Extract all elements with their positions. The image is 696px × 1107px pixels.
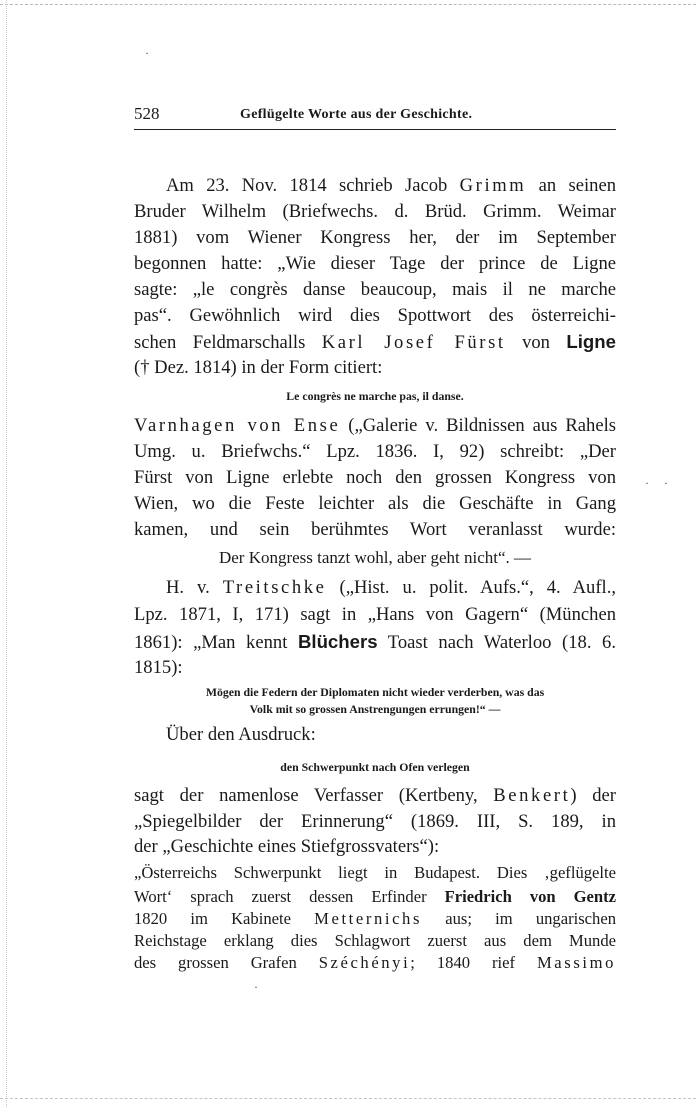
- scan-edge-left: [6, 0, 7, 1107]
- text-line: Varnhagen von Ense („Galerie v. Bildnissen aus Rahels: [134, 415, 616, 436]
- scan-speck: ·: [145, 46, 149, 60]
- text-line: begonnen hatte: „Wie dieser Tage der prince de Ligne: [134, 253, 616, 274]
- text-line: kamen, und sein berühmtes Wort veranlasst wurde:: [134, 519, 616, 540]
- text-line: sagt der namenlose Verfasser (Kertbeny, Benkert) der: [134, 785, 616, 806]
- text-line: schen Feldmarschalls Karl Josef Fürst von Ligne: [134, 331, 616, 353]
- text-line: 1815):: [134, 657, 183, 678]
- text-line: Über den Ausdruck:: [166, 724, 316, 745]
- text-line: Lpz. 1871, I, 171) sagt in „Hans von Gagern“ (München: [134, 604, 616, 625]
- text-line: des grossen Grafen Széchényi; 1840 rief Massimo: [134, 953, 616, 972]
- text-line: Fürst von Ligne erlebte noch den grossen Kongress von: [134, 467, 616, 488]
- scan-speck: ·: [645, 476, 649, 490]
- page-header: [134, 103, 616, 125]
- text-line: Wien, wo die Feste leichter als die Geschäfte in Gang: [134, 493, 616, 514]
- scan-edge-top: [0, 4, 696, 5]
- text-line: 1881) vom Wiener Kongress her, der im September: [134, 227, 616, 248]
- page-number: 528: [134, 104, 160, 123]
- quote-line: Volk mit so grossen Anstrengungen errungen!“ —: [249, 702, 501, 716]
- text-line: Bruder Wilhelm (Briefwechs. d. Brüd. Grimm. Weimar: [134, 201, 616, 222]
- text-line: 1861): „Man kennt Blüchers Toast nach Waterloo (18. 6.: [134, 631, 616, 653]
- text-line: pas“. Gewöhnlich wird dies Spottwort des österreichi-: [134, 305, 616, 326]
- text-line: († Dez. 1814) in der Form citiert:: [134, 357, 383, 378]
- quote-line: Mögen die Federn der Diplomaten nicht wieder verderben, was das: [205, 685, 545, 699]
- text-line: der „Geschichte eines Stiefgrossvaters“):: [134, 836, 440, 857]
- text-line: 1820 im Kabinete Metternichs aus; im ungarischen: [134, 909, 616, 928]
- quote-line: den Schwerpunkt nach Ofen verlegen: [280, 760, 470, 774]
- text-line: „Spiegelbilder der Erinnerung“ (1869. III, S. 189, in: [134, 811, 616, 832]
- text-line: „Österreichs Schwerpunkt liegt in Budapest. Dies ‚geflügelte: [134, 863, 616, 882]
- text-line: Am 23. Nov. 1814 schrieb Jacob Grimm an seinen: [166, 175, 616, 196]
- scan-speck: ·: [664, 476, 668, 490]
- text-line: Umg. u. Briefwchs.“ Lpz. 1836. I, 92) schreibt: „Der: [134, 441, 616, 462]
- text-line: Wort‘ sprach zuerst dessen Erfinder Friedrich von Gentz: [134, 887, 616, 906]
- quote-line: Der Kongress tanzt wohl, aber geht nicht“. —: [218, 548, 532, 567]
- text-line: Reichstage erklang dies Schlagwort zuerst aus dem Munde: [134, 931, 616, 950]
- running-title: Geflügelte Worte aus der Geschichte.: [240, 107, 473, 122]
- text-line: H. v. Treitschke („Hist. u. polit. Aufs.“, 4. Aufl.,: [166, 577, 616, 598]
- header-rule: [134, 129, 616, 130]
- quote-line: Le congrès ne marche pas, il danse.: [286, 389, 464, 403]
- text-line: sagte: „le congrès danse beaucoup, mais il ne marche: [134, 279, 616, 300]
- scan-speck: ·: [254, 980, 258, 994]
- scan-edge-bottom: [0, 1098, 696, 1099]
